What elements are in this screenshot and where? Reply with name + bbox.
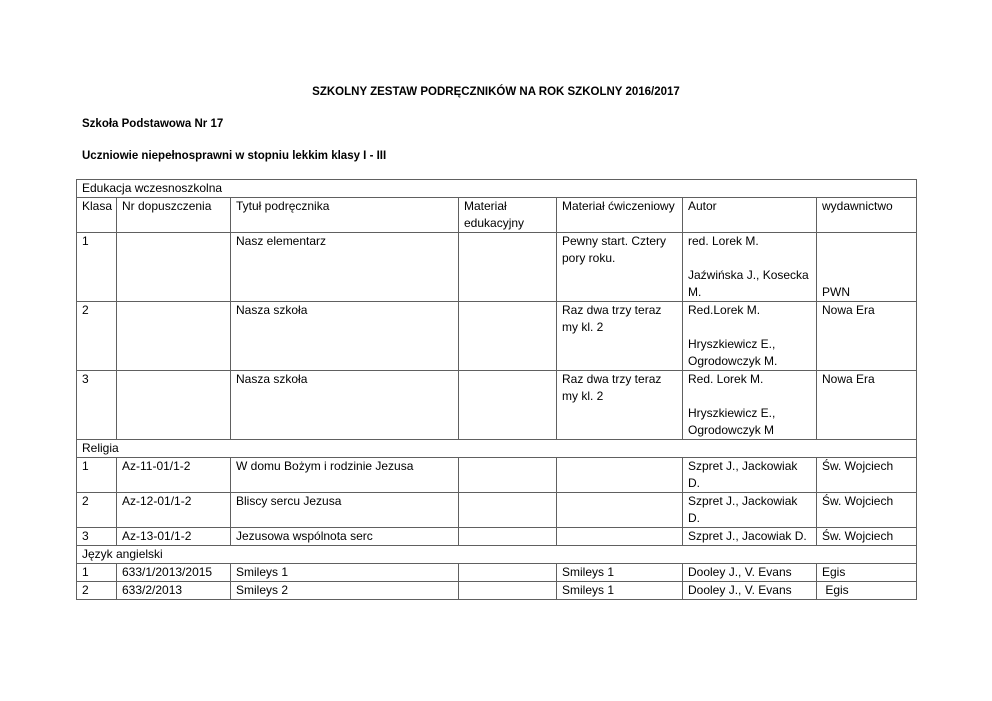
cell-klasa: 2 <box>77 582 117 600</box>
cell-author: Szpret J., Jackowiak D. <box>683 458 817 493</box>
cell-title: Smileys 2 <box>231 582 459 600</box>
cell-author <box>683 302 817 371</box>
cell-title: Nasza szkoła <box>231 371 459 440</box>
cell-klasa: 1 <box>77 564 117 582</box>
cell-nr <box>117 302 231 371</box>
document-subtitle: Uczniowie niepełnosprawni w stopniu lekkim klasy I - III <box>82 150 387 162</box>
column-header: Nr dopuszczenia <box>117 198 231 233</box>
table-row <box>77 493 917 528</box>
cell-publisher: Egis <box>817 564 917 582</box>
table-row <box>77 371 917 440</box>
document-title: SZKOLNY ZESTAW PODRĘCZNIKÓW NA ROK SZKOLNY 2016/2017 <box>312 86 680 98</box>
column-header: Klasa <box>77 198 117 233</box>
column-header: wydawnictwo <box>817 198 917 233</box>
table-row <box>77 233 917 302</box>
cell-material <box>459 371 557 440</box>
cell-material <box>459 528 557 546</box>
cell-author <box>683 371 817 440</box>
section-label: Edukacja wczesnoszkolna <box>77 180 917 198</box>
section-label: Język angielski <box>77 546 917 564</box>
cell-author <box>683 233 817 302</box>
cell-nr: 633/1/2013/2015 <box>117 564 231 582</box>
author-primary: red. Lorek M. <box>688 234 759 248</box>
cell-material <box>459 493 557 528</box>
cell-title: W domu Bożym i rodzinie Jezusa <box>231 458 459 493</box>
column-header: Materiał edukacyjny <box>459 198 557 233</box>
cell-klasa: 1 <box>77 233 117 302</box>
cell-publisher: PWN <box>817 233 917 302</box>
section-row-english <box>77 546 917 564</box>
cell-exercise: Pewny start. Cztery pory roku. <box>557 233 683 302</box>
table-row <box>77 528 917 546</box>
cell-nr: Az-13-01/1-2 <box>117 528 231 546</box>
cell-author: Dooley J., V. Evans <box>683 564 817 582</box>
cell-publisher: Św. Wojciech <box>817 528 917 546</box>
cell-title: Bliscy sercu Jezusa <box>231 493 459 528</box>
author-primary: Red. Lorek M. <box>688 372 764 386</box>
cell-exercise: Smileys 1 <box>557 564 683 582</box>
cell-title: Jezusowa wspólnota serc <box>231 528 459 546</box>
cell-nr: 633/2/2013 <box>117 582 231 600</box>
table-row <box>77 582 917 600</box>
cell-publisher: Św. Wojciech <box>817 493 917 528</box>
cell-klasa: 1 <box>77 458 117 493</box>
section-row-early <box>77 180 917 198</box>
cell-material <box>459 582 557 600</box>
cell-nr: Az-11-01/1-2 <box>117 458 231 493</box>
cell-klasa: 2 <box>77 493 117 528</box>
cell-exercise: Smileys 1 <box>557 582 683 600</box>
column-header: Tytuł podręcznika <box>231 198 459 233</box>
cell-exercise <box>557 528 683 546</box>
cell-author: Dooley J., V. Evans <box>683 582 817 600</box>
author-primary: Red.Lorek M. <box>688 303 761 317</box>
cell-publisher: Nowa Era <box>817 302 917 371</box>
cell-material <box>459 302 557 371</box>
cell-publisher: Egis <box>817 582 917 600</box>
section-label: Religia <box>77 440 917 458</box>
cell-material <box>459 233 557 302</box>
table-header-row <box>77 198 917 233</box>
cell-nr <box>117 371 231 440</box>
school-name: Szkoła Podstawowa Nr 17 <box>82 118 224 130</box>
cell-klasa: 3 <box>77 371 117 440</box>
column-header: Materiał ćwiczeniowy <box>557 198 683 233</box>
author-secondary: Hryszkiewicz E., Ogrodowczyk M. <box>688 337 778 368</box>
cell-exercise <box>557 458 683 493</box>
column-header: Autor <box>683 198 817 233</box>
cell-title: Nasz elementarz <box>231 233 459 302</box>
cell-exercise: Raz dwa trzy teraz my kl. 2 <box>557 371 683 440</box>
cell-exercise <box>557 493 683 528</box>
section-row-religion <box>77 440 917 458</box>
cell-nr: Az-12-01/1-2 <box>117 493 231 528</box>
cell-material <box>459 458 557 493</box>
cell-nr <box>117 233 231 302</box>
table-row <box>77 564 917 582</box>
cell-publisher: Św. Wojciech <box>817 458 917 493</box>
cell-klasa: 2 <box>77 302 117 371</box>
cell-title: Smileys 1 <box>231 564 459 582</box>
cell-publisher: Nowa Era <box>817 371 917 440</box>
cell-exercise: Raz dwa trzy teraz my kl. 2 <box>557 302 683 371</box>
cell-klasa: 3 <box>77 528 117 546</box>
cell-author: Szpret J., Jacowiak D. <box>683 528 817 546</box>
author-secondary: Jaźwińska J., Kosecka M. <box>688 268 809 299</box>
table-row <box>77 458 917 493</box>
author-secondary: Hryszkiewicz E., Ogrodowczyk M <box>688 406 776 437</box>
table-row <box>77 302 917 371</box>
cell-author: Szpret J., Jackowiak D. <box>683 493 817 528</box>
cell-title: Nasza szkoła <box>231 302 459 371</box>
cell-material <box>459 564 557 582</box>
textbook-table <box>76 179 917 600</box>
